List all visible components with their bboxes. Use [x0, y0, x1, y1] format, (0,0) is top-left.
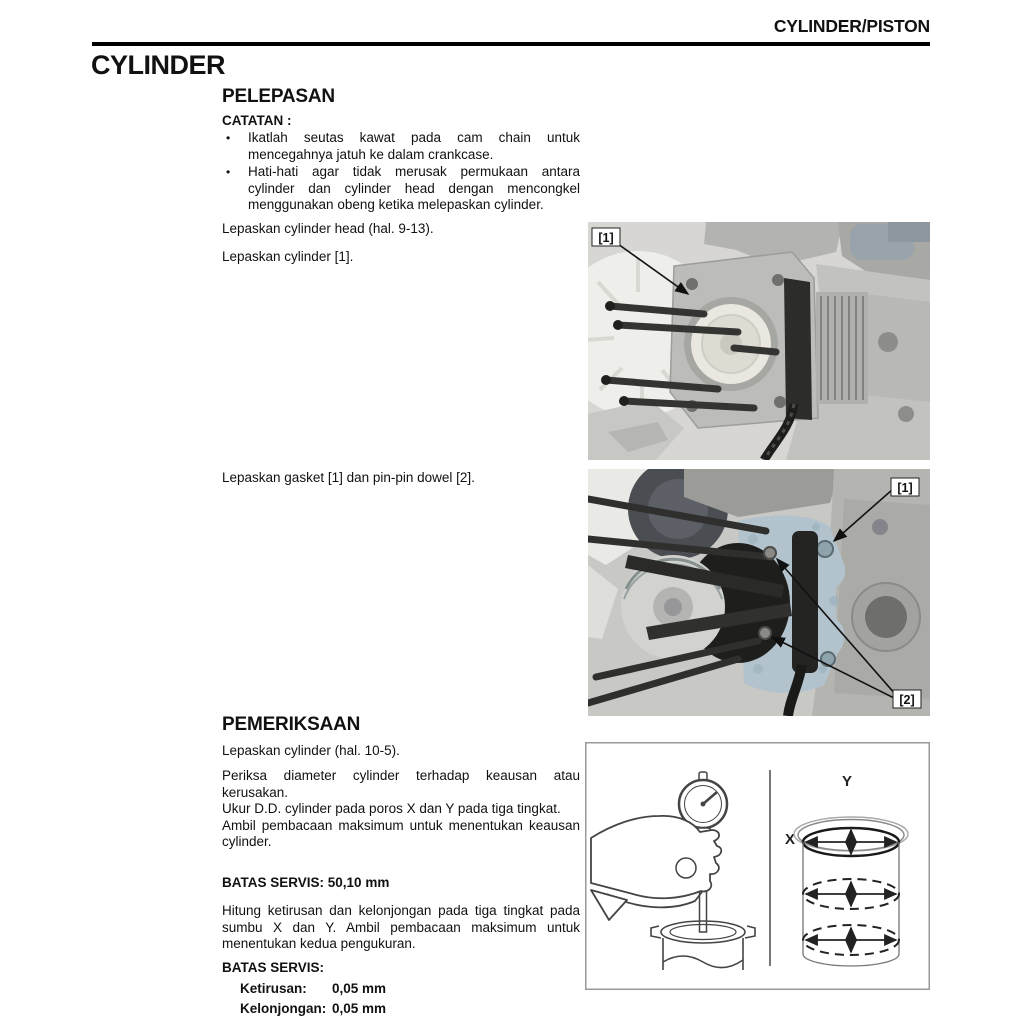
step-remove-cylinder-ref: Lepaskan cylinder (hal. 10-5).: [222, 743, 400, 758]
step-remove-cylinder: Lepaskan cylinder [1].: [222, 249, 354, 264]
limit-value: 0,05 mm: [332, 1000, 387, 1016]
step-remove-cylinder-head: Lepaskan cylinder head (hal. 9-13).: [222, 221, 434, 236]
limit-name: Ketirusan:: [240, 981, 307, 996]
service-limit-label: BATAS SERVIS:: [222, 875, 325, 890]
note-list: [222, 130, 580, 215]
service-limit-value: 50,10 mm: [327, 875, 390, 890]
axis-x-label: X: [784, 831, 795, 848]
bullet-icon: •: [226, 165, 231, 179]
page-title: CYLINDER: [91, 50, 226, 80]
service-limits-heading: BATAS SERVIS:: [222, 960, 325, 975]
axis-y-label: Y: [841, 773, 853, 790]
limit-value: 0,05 mm: [332, 981, 387, 996]
dowel-pin: [759, 627, 771, 639]
step-remove-gasket-dowels: Lepaskan gasket [1] dan pin-pin dowel [2].: [222, 470, 475, 485]
header-title: CYLINDER/PISTON: [773, 16, 930, 36]
para-line: Ukur D.D. cylinder pada poros X dan Y pada tiga tingkat.: [222, 801, 561, 816]
engine-photo-cylinder: [588, 222, 930, 460]
pemeriksaan-heading: PEMERIKSAAN: [222, 714, 361, 735]
measurement-diagram: [585, 742, 930, 990]
note-item: [222, 164, 580, 214]
inspection-paragraph: [222, 768, 580, 851]
engine-photo-gasket: [588, 469, 930, 716]
limit-row: [222, 979, 580, 999]
note-text: Ikatlah seutas kawat pada cam chain untuk mencegahnya jatuh ke dalam crankcase.: [248, 130, 580, 162]
para-line: Ambil pembacaan maksimum untuk menentukan keausan cylinder.: [222, 817, 580, 849]
taper-paragraph: Hitung ketirusan dan kelonjongan pada tiga tingkat pada sumbu X dan Y. Ambil pembacaan maksimum untuk menentukan kedua pengukuran.: [222, 903, 580, 951]
limit-name: Kelonjongan:: [240, 1000, 327, 1016]
service-limits-table: [222, 979, 580, 1018]
note-text: Hati-hati agar tidak merusak permukaan antara cylinder dan cylinder head dengan mencongkel menggunakan obeng ketika melepaskan cylinder.: [248, 164, 580, 212]
service-limit-line: [222, 875, 580, 892]
bullet-icon: •: [226, 131, 231, 145]
callout-1-label: [1]: [897, 481, 913, 495]
limit-row: [222, 999, 580, 1019]
dowel-pin: [764, 547, 776, 559]
header-rule: [92, 42, 930, 46]
callout-2-label: [2]: [899, 693, 915, 707]
note-item: [222, 130, 580, 163]
callout-1-label: [1]: [598, 231, 614, 245]
para-line: Periksa diameter cylinder terhadap keausan atau kerusakan.: [222, 768, 580, 800]
pelepasan-heading: PELEPASAN: [222, 86, 335, 107]
note-label: CATATAN :: [222, 113, 292, 128]
